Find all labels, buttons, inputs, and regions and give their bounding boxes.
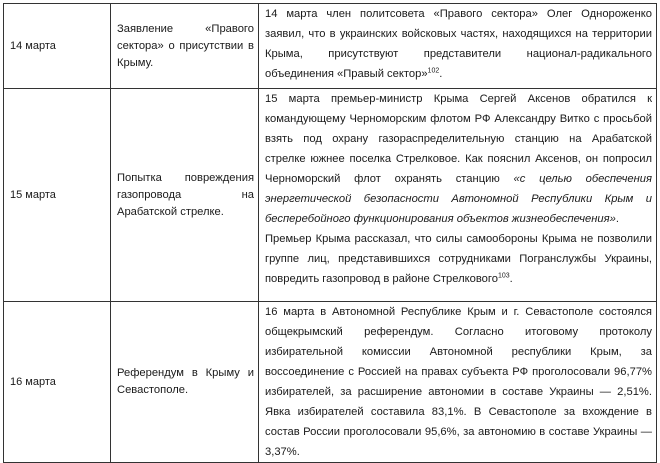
date-cell: 14 марта <box>4 4 111 89</box>
description-quote: «с целью обеспечения энергетической безопасности Автономной Республики Крым и бесперебойного функционирования объектов жизнеобеспечения» <box>265 173 652 225</box>
table-row <box>4 302 657 463</box>
description-cell: 14 марта член политсовета «Правого сектора» Олег Однороженко заявил, что в украинских войсковых частях, находящихся на территории Крыма, присутствуют представители национал-радикального объединения «Правый сектор»$^{102}$. <box>259 4 657 89</box>
table-row <box>4 89 657 302</box>
description-lead: 15 марта премьер-министр Крыма Сергей Аксенов обратился к командующему Черноморским флотом РФ Александру Витко с просьбой взять под охрану газораспределительную станцию на Арабатской стрелке южнее поселка Стрелковое. Как пояснил Аксенов, он попросил Черноморский флот охранять станцию <box>265 93 652 185</box>
event-cell: Попытка повреждения газопровода на Арабатской стрелке. <box>111 89 259 302</box>
description-cell <box>259 89 657 302</box>
chronology-table <box>3 3 657 463</box>
description-paragraph: Премьер Крыма рассказал, что силы самообороны Крыма не позволили группе лиц, представившихся сотрудниками Погранслужбы Украины, повредить газопровод в районе Стрелкового$^{103}$. <box>265 233 652 285</box>
date-cell: 16 марта <box>4 302 111 463</box>
footnote-ref: 103 <box>497 272 510 280</box>
table-row <box>4 4 657 89</box>
description-cell: 16 марта в Автономной Республике Крым и г. Севастополе состоялся общекрымский референдум. Согласно итоговому протоколу избирательной комиссии Автономной республики Крым, за воссоединение с Россией на правах субъекта РФ проголосовали 96,77% избирателей, за расширение автономии в составе Украины — 2,51%. Явка избирателей составила 83,1%. В Севастополе за вхождение в состав России проголосовали 95,6%, за автономию в составе Украины — 3,37%. <box>259 302 657 463</box>
date-cell: 15 марта <box>4 89 111 302</box>
event-cell: Референдум в Крыму и Севастополе. <box>111 302 259 463</box>
description-tail: Премьер Крыма рассказал, что силы самообороны Крыма не позволили группе лиц, представившихся сотрудниками Погранслужбы Украины, повредить газопровод в районе Стрелкового <box>265 233 652 285</box>
event-cell: Заявление «Правого сектора» о присутствии в Крыму. <box>111 4 259 89</box>
description-paragraph: 15 марта премьер-министр Крыма Сергей Аксенов обратился к командующему Черноморским флотом РФ Александру Витко с просьбой взять под охрану газораспределительную станцию на Арабатской стрелке южнее поселка Стрелковое. Как пояснил Аксенов, он попросил Черноморский флот охранять станцию «с целью обеспечения энергетической безопасности Автономной Республики Крым и бесперебойного функционирования объектов жизнеобеспечения». <box>265 93 652 225</box>
description-text: 14 марта член политсовета «Правого сектора» Олег Однороженко заявил, что в украинских войсковых частях, находящихся на территории Крыма, присутствуют представители национал-радикального объединения «Правый сектор» <box>265 8 652 80</box>
footnote-ref: 102 <box>427 67 440 75</box>
